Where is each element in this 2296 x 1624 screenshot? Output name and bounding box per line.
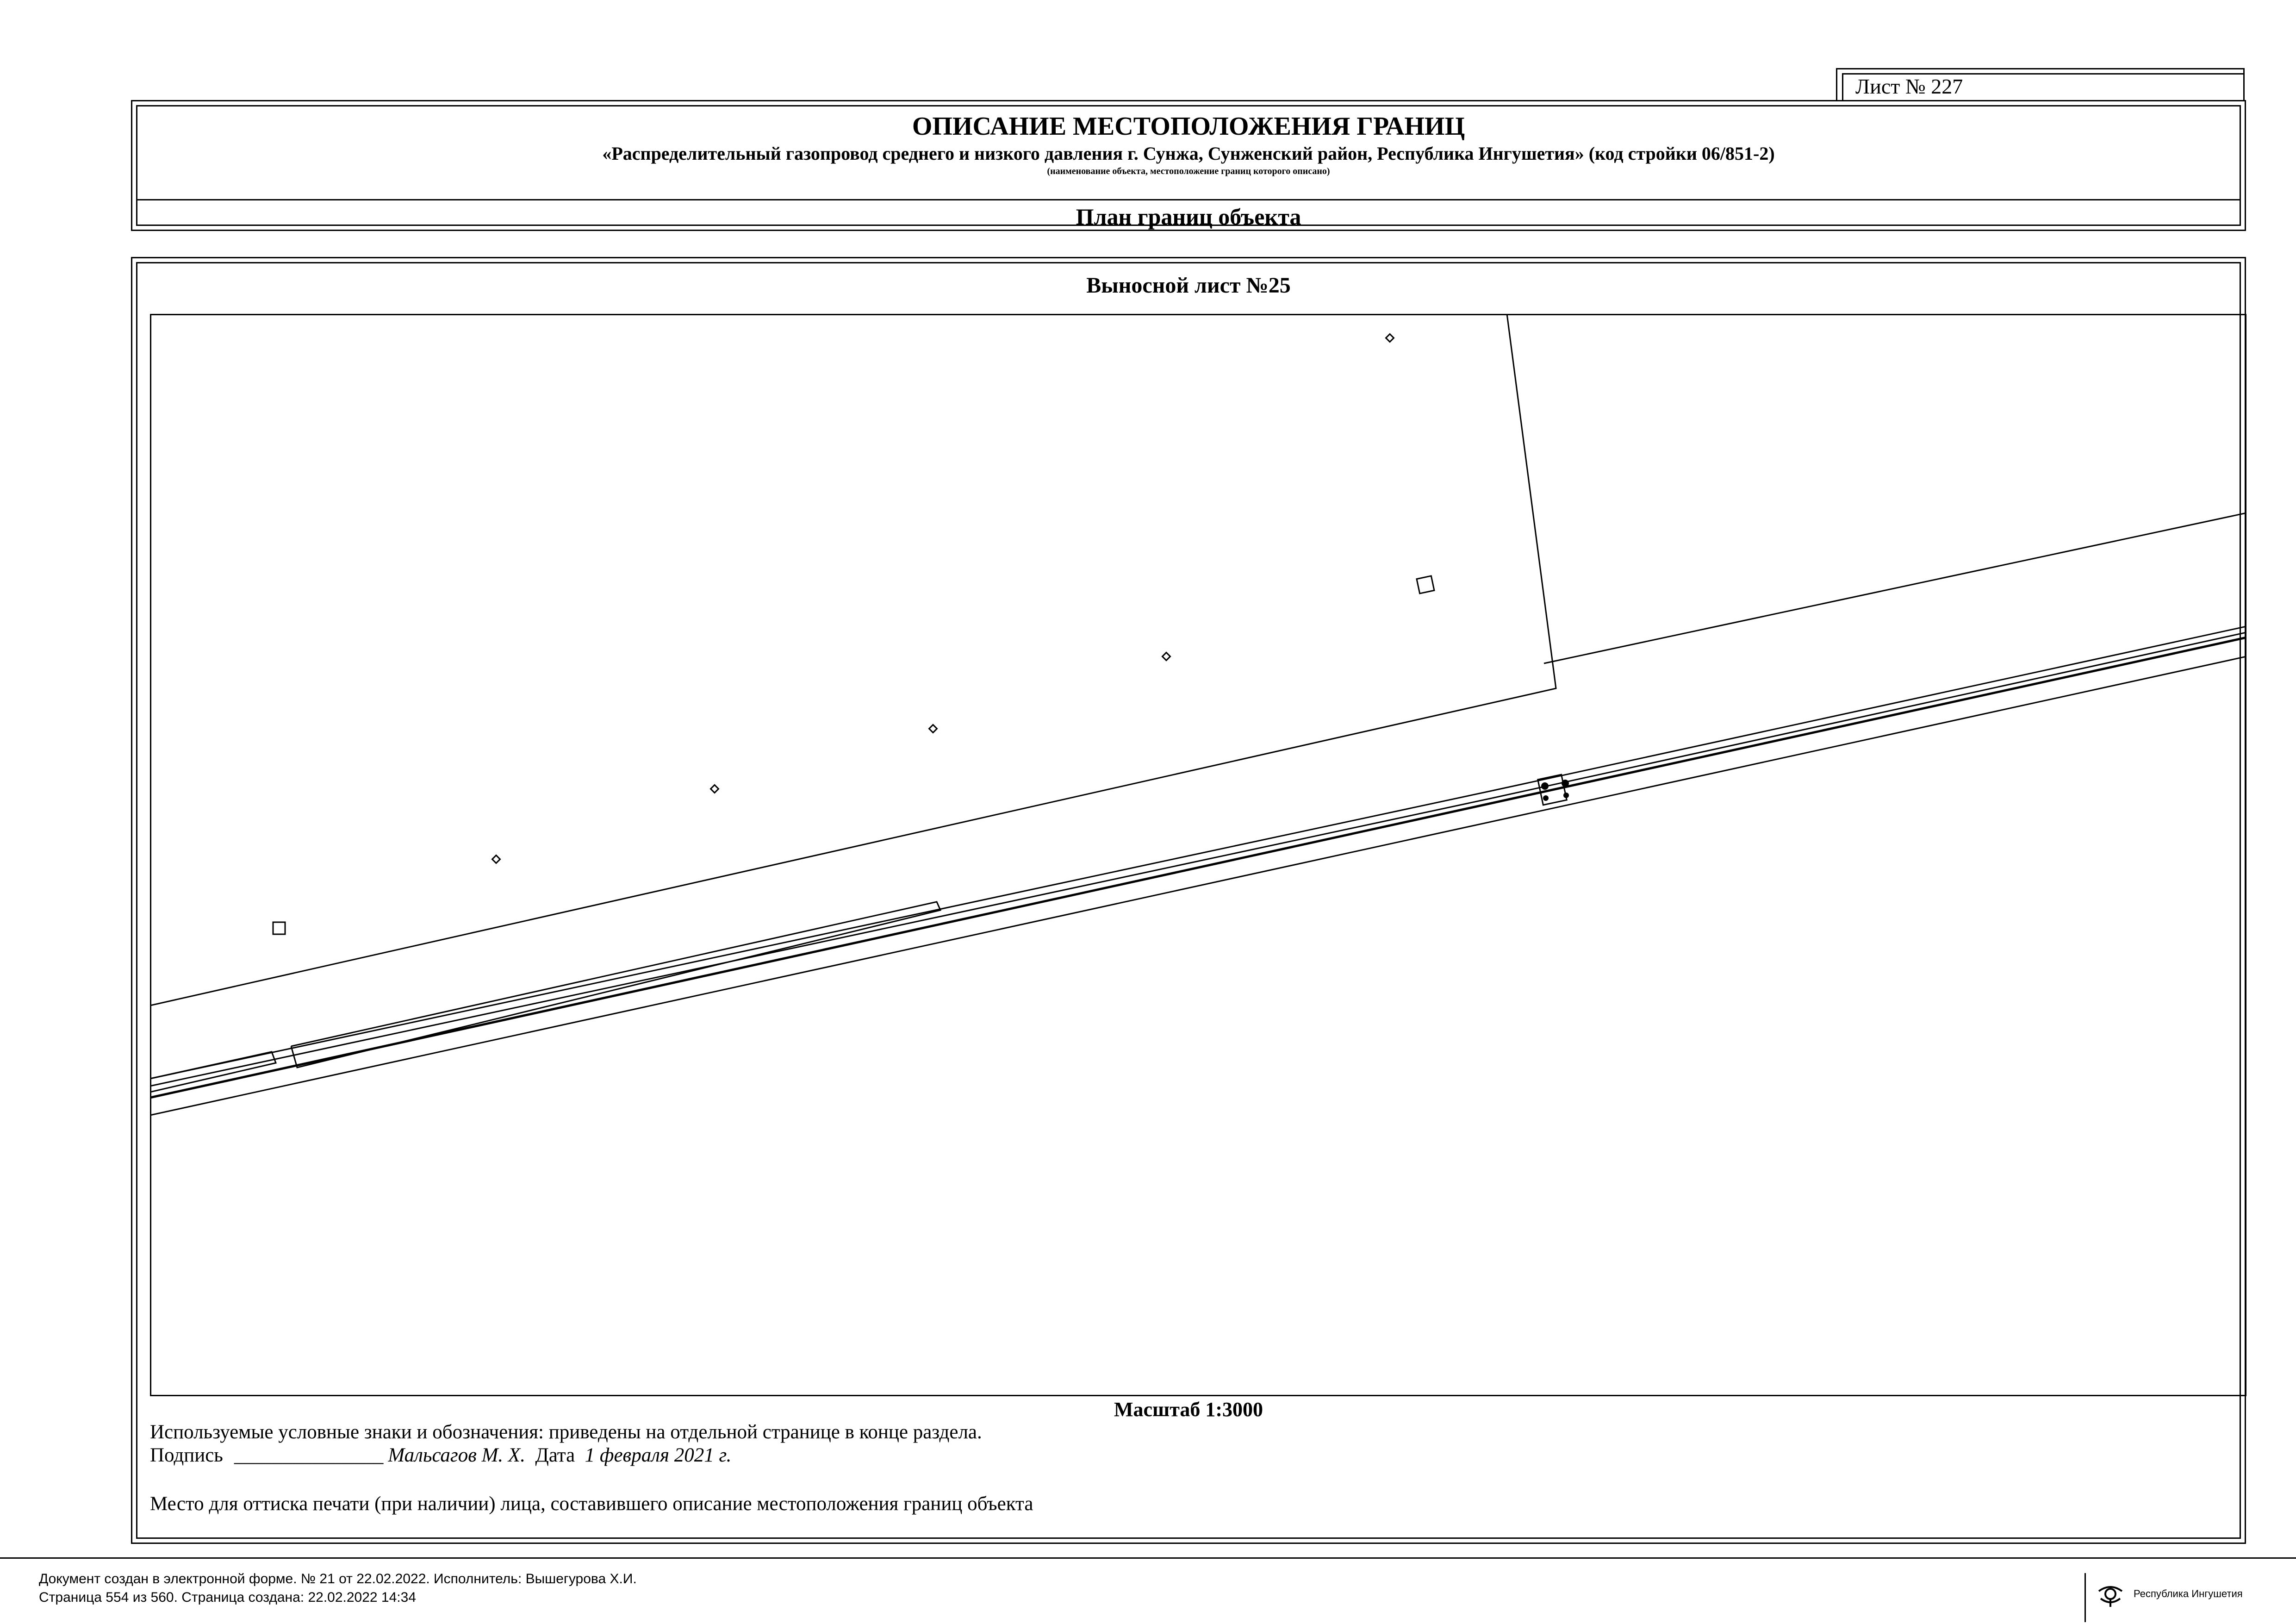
header-divider xyxy=(137,199,2240,200)
plan-title: План границ объекта xyxy=(1076,204,1301,230)
survey-marker-diamond xyxy=(1386,334,1394,342)
signature-blank: _______________ xyxy=(234,1444,384,1466)
pipeline-node-point xyxy=(1562,780,1569,787)
footer-region: Республика Ингушетия xyxy=(2134,1588,2243,1599)
footer-page-info: Страница 554 из 560. Страница создана: 22.02.2022 14:34 xyxy=(39,1590,417,1605)
ingushetia-emblem-icon xyxy=(2094,1581,2127,1609)
parcel-boundary-upper-right xyxy=(1544,513,2246,663)
survey-marker-diamond xyxy=(492,856,500,863)
boundary-plan-map xyxy=(150,314,2246,1396)
sheet-number: Лист № 227 xyxy=(1842,73,2243,100)
map-scale: Масштаб 1:3000 xyxy=(1114,1398,1263,1421)
legend-note: Используемые условные знаки и обозначения: приведены на отдельной странице в конце раздела. xyxy=(150,1421,982,1443)
signature-label: Подпись xyxy=(150,1444,223,1466)
pipeline-node-point xyxy=(1563,793,1569,798)
corridor-line-7 xyxy=(150,656,2246,1115)
plan-frame xyxy=(131,257,2246,1544)
corridor-line-3 xyxy=(150,637,2246,1097)
document-header xyxy=(131,100,2246,231)
survey-marker-diamond xyxy=(1163,653,1170,661)
pipeline-node-point xyxy=(1541,782,1549,790)
pipeline-node-point xyxy=(1543,795,1549,801)
object-name: «Распределительный газопровод среднего и низкого давления г. Сунжа, Сунженский район, Республика Ингушетия» (код стройки 06/851-2) xyxy=(602,143,1775,164)
segment-box-middle xyxy=(291,902,940,1068)
corridor-line-6 xyxy=(150,638,2246,1098)
plan-frame-inner xyxy=(136,262,2241,1539)
document-header-inner xyxy=(136,105,2241,230)
corridor-line-2 xyxy=(150,798,1492,1086)
signature-line xyxy=(150,1444,731,1467)
survey-marker-square xyxy=(1417,576,1434,593)
corridor-line-4 xyxy=(1492,626,2246,791)
corridor-line-5 xyxy=(1492,632,2246,798)
survey-marker-square xyxy=(273,922,285,934)
signer-name: Мальсагов М. Х. xyxy=(388,1444,525,1466)
footer-rule xyxy=(0,1557,2296,1559)
sheet-number-box xyxy=(1836,68,2245,101)
stamp-note: Место для оттиска печати (при наличии) лица, составившего описание местоположения границ объекта xyxy=(150,1493,1033,1515)
survey-marker-diamond xyxy=(711,785,719,793)
object-name-caption: (наименование объекта, местоположение границ которого описано) xyxy=(1047,166,1330,176)
date-label: Дата xyxy=(535,1444,575,1466)
map-border xyxy=(151,315,2246,1396)
footer-separator xyxy=(2084,1573,2086,1622)
parcel-boundary-upper-left xyxy=(150,314,1556,1006)
footer-document-info: Документ создан в электронной форме. № 21 от 22.02.2022. Исполнитель: Вышегурова Х.И. xyxy=(39,1571,637,1587)
document-title: ОПИСАНИЕ МЕСТОПОЛОЖЕНИЯ ГРАНИЦ xyxy=(912,112,1465,141)
corridor-line-1 xyxy=(150,791,1492,1079)
date-value: 1 февраля 2021 г. xyxy=(585,1444,732,1466)
inset-sheet-title: Выносной лист №25 xyxy=(1086,273,1291,298)
survey-marker-diamond xyxy=(929,725,937,733)
